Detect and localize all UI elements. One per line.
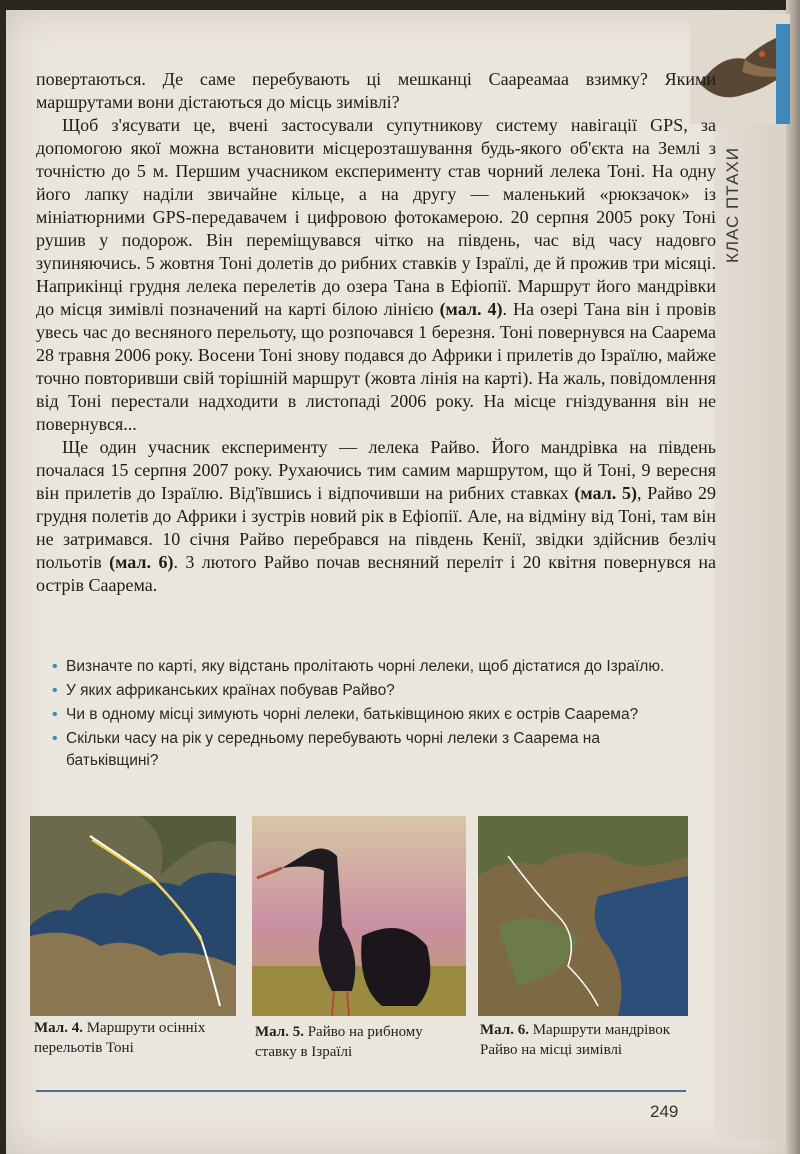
section-label: КЛАС ПТАХИ xyxy=(723,147,742,263)
caption-figure-6-text: Маршрути мандрівок Райво на місці зимівлі xyxy=(480,1022,671,1058)
question-item: • Визначте по карті, яку відстань пролітають чорні лелеки, щоб дістатися до Ізраїлю. xyxy=(52,656,692,678)
paragraph-raivo xyxy=(36,436,716,597)
paragraph-toni xyxy=(36,114,716,436)
paragraph-toni-part1: Щоб з'ясувати це, вчені застосували супутникову систему навігації GPS, за допомогою якої можна встановити місцерозташування будь-якого об'єкта на Землі з точністю до 5 м. Першим учасником експерименту став чорний лелека Тоні. На одну його лапку наділи звичайне кільце, а на другу — маленький «рюкзачок» із мініатюрними GPS-передавачем і цифровою фотокамерою. 20 серпня 2005 року Тоні рушив у подорож. Він переміщувався чітко на південь, час від часу надовго зупиняючись. 5 жовтня Тоні долетів до рибних ставків у Ізраїлі, де й прожив три місяці. Наприкінці грудня лелека перелетів до озера Тана в Ефіопії. Маршрут його мандрівки до місця зимівлі позначений на карті білою лінією xyxy=(36,115,716,319)
article-body xyxy=(36,68,716,597)
figure-5-stork-photo xyxy=(252,816,466,1016)
caption-figure-6 xyxy=(480,1020,685,1060)
figure-4-map-image xyxy=(30,816,236,1016)
question-list xyxy=(52,656,692,774)
question-item: • У яких африканських країнах побував Райво? xyxy=(52,680,692,702)
footer-rule xyxy=(36,1090,686,1092)
paragraph-raivo-part3: . 3 лютого Райво почав весняний переліт і 20 квітня повернувся на острів Саарема. xyxy=(36,552,716,595)
figure-ref-4: (мал. 4) xyxy=(439,299,503,319)
paragraph-toni-part2: . На озері Тана він і провів увесь час до весняного перельоту, що розпочався 1 березня. Тоні повернувся на Саарема 28 травня 2006 року. Восени Тоні знову подався до Африки і прилетів до Ізраїлю, майже точно повторивши свій торішній маршрут (жовта лінія на карті). На жаль, повідомлення від Тоні перестали надходити в листопаді 2006 року. На місце гніздування він не повернувся... xyxy=(36,299,716,434)
figure-ref-6: (мал. 6) xyxy=(109,552,174,572)
caption-figure-5 xyxy=(255,1022,465,1062)
caption-figure-4 xyxy=(34,1018,234,1058)
page-number: 249 xyxy=(650,1102,679,1121)
question-item: • Скільки часу на рік у середньому перебувають чорні лелеки з Саарема на батьківщині? xyxy=(52,728,692,772)
caption-figure-5-text: Райво на рибному ставку в Ізраїлі xyxy=(255,1024,423,1060)
book-spine-edge xyxy=(786,0,800,1154)
paragraph-intro: повертаються. Де саме перебувають ці мешканці Саареамаа взимку? Якими маршрутами вони дістаються до місць зимівлі? xyxy=(36,69,716,112)
question-item: • Чи в одному місці зимують чорні лелеки, батьківщиною яких є острів Саарема? xyxy=(52,704,692,726)
paragraph-raivo-part2: , Райво 29 грудня полетів до Африки і зустрів новий рік в Ефіопії. Але, на відміну від Тоні, там він не затримався. 10 січня Райво перебрався на південь Кенії, звідки здійснив безліч польотів xyxy=(36,483,717,572)
figure-ref-5: (мал. 5) xyxy=(574,483,637,503)
caption-figure-4-text: Маршрути осінніх перельотів Тоні xyxy=(34,1020,206,1056)
paragraph-raivo-part1: Ще один учасник експерименту — лелека Райво. Його мандрівка на південь почалася 15 серпня 2007 року. Рухаючись тим самим маршрутом, що й Тоні, 9 вересня він прилетів до Ізраїлю. Від'ївшись і відпочивши на рибних ставках xyxy=(36,437,716,503)
figure-6-map-image xyxy=(478,816,688,1016)
caption-figure-5-label: Мал. 5. xyxy=(255,1024,304,1040)
caption-figure-6-label: Мал. 6. xyxy=(480,1022,529,1038)
caption-figure-4-label: Мал. 4. xyxy=(34,1020,83,1036)
